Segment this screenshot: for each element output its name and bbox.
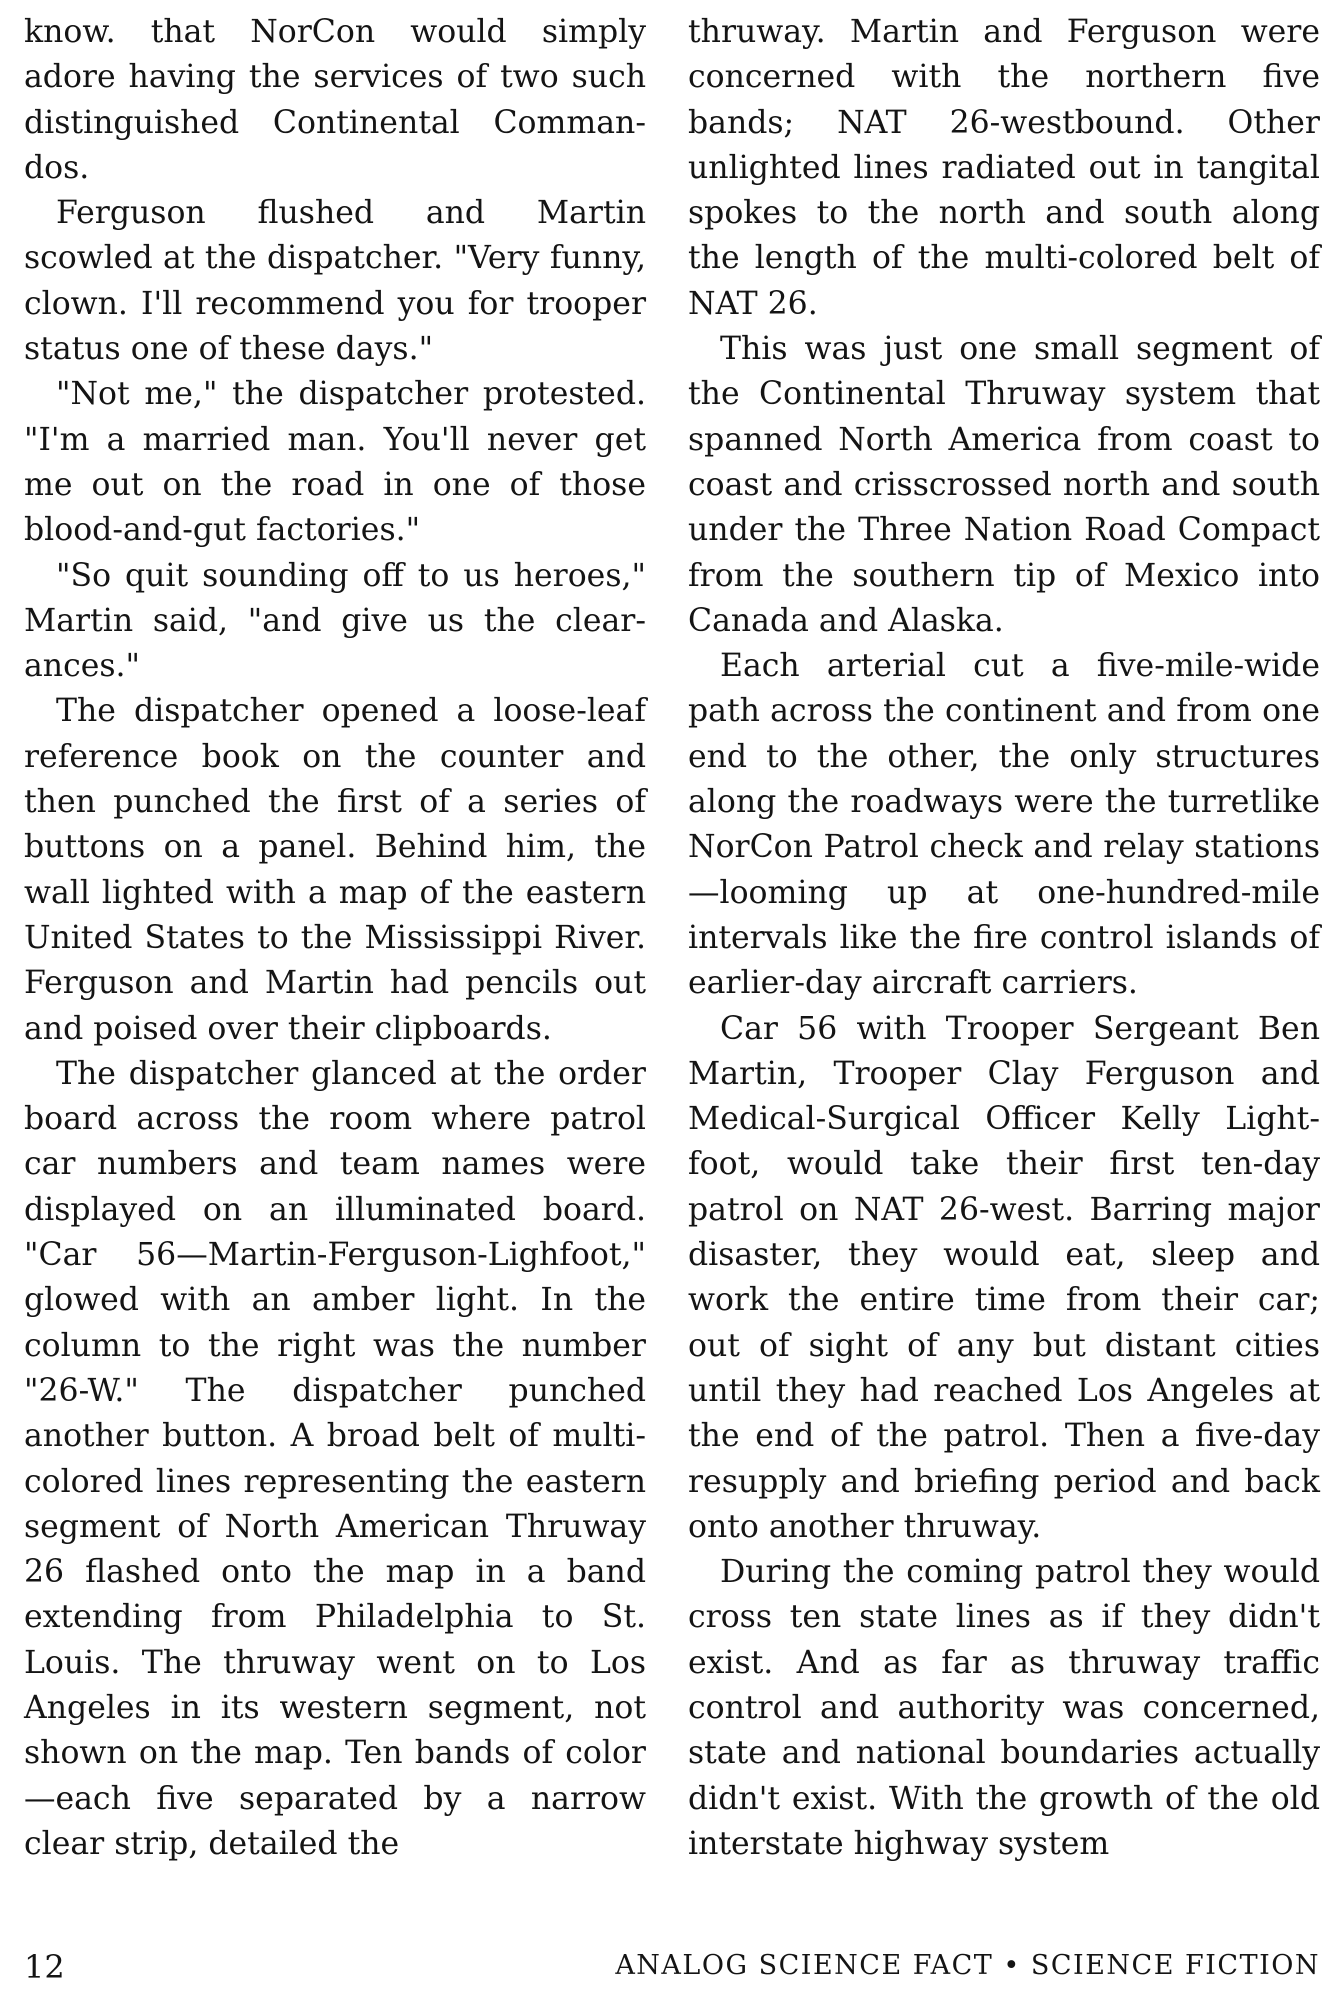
- page-number: 12: [24, 1948, 65, 1986]
- book-page: [24, 10, 1320, 2000]
- paragraph: This was just one small segment of the Continental Thruway system that spanned North America from coast to coast and crisscrossed north and south under the Three Nation Road Compact from the southern tip of Mexico into Canada and Alaska.: [688, 331, 1320, 639]
- paragraph: "Not me," the dispatcher protested. "I'm a married man. You'll never get me out on the road in one of those blood-and-gut factories.": [24, 376, 646, 549]
- paragraph: Each arterial cut a five-mile-wide path across the continent and from one end to the other, the only structures along the roadways were the turretlike NorCon Patrol check and relay stations—looming up at one-hundred-mile intervals like the fire control islands of earlier-day aircraft carriers.: [688, 648, 1320, 1002]
- paragraph: know. that NorCon would simply adore having the services of two such distinguished Continental Commandos.: [24, 14, 646, 186]
- paragraph: "So quit sounding off to us heroes," Martin said, "and give us the clearances.": [24, 557, 646, 685]
- right-text-column: [688, 10, 1320, 1867]
- left-text-column: [24, 10, 646, 1867]
- paragraph: thruway. Martin and Ferguson were concerned with the northern five bands; NAT 26-westbound. Other unlighted lines radiated out in tangital spokes to the north and south along the length of the multi-colored belt of NAT 26.: [688, 14, 1320, 322]
- paragraph: During the coming patrol they would cross ten state lines as if they didn't exist. And as far as thruway traffic control and authority was concerned, state and national boundaries actually didn't exist. With the growth of the old interstate highway system: [688, 1554, 1320, 1862]
- running-title: ANALOG SCIENCE FACT • SCIENCE FICTION: [615, 1950, 1320, 1981]
- paragraph: The dispatcher glanced at the order board across the room where patrol car numbers and team names were displayed on an illuminated board. "Car 56—Martin-Ferguson-Lighfoot," glowed with an amber light. In the column to the right was the number "26-W." The dispatcher punched another button. A broad belt of multi-colored lines representing the eastern segment of North American Thruway 26 flashed onto the map in a band extending from Philadelphia to St. Louis. The thruway went on to Los Angeles in its western segment, not shown on the map. Ten bands of color—each five separated by a narrow clear strip, detailed the: [24, 1055, 646, 1862]
- page-footer: [24, 1948, 1320, 1998]
- paragraph: The dispatcher opened a loose-leaf reference book on the counter and then punched the first of a series of buttons on a panel. Behind him, the wall lighted with a map of the eastern United States to the Mississippi River. Ferguson and Martin had pencils out and poised over their clipboards.: [24, 693, 646, 1047]
- paragraph: Ferguson flushed and Martin scowled at the dispatcher. "Very funny, clown. I'll recommend you for trooper status one of these days.": [24, 195, 646, 368]
- paragraph: Car 56 with Trooper Sergeant Ben Martin, Trooper Clay Ferguson and Medical-Surgical Officer Kelly Lightfoot, would take their first ten-day patrol on NAT 26-west. Barring major disaster, they would eat, sleep and work the entire time from their car; out of sight of any but distant cities until they had reached Los Angeles at the end of the patrol. Then a five-day resupply and briefing period and back onto another thruway.: [688, 1010, 1320, 1545]
